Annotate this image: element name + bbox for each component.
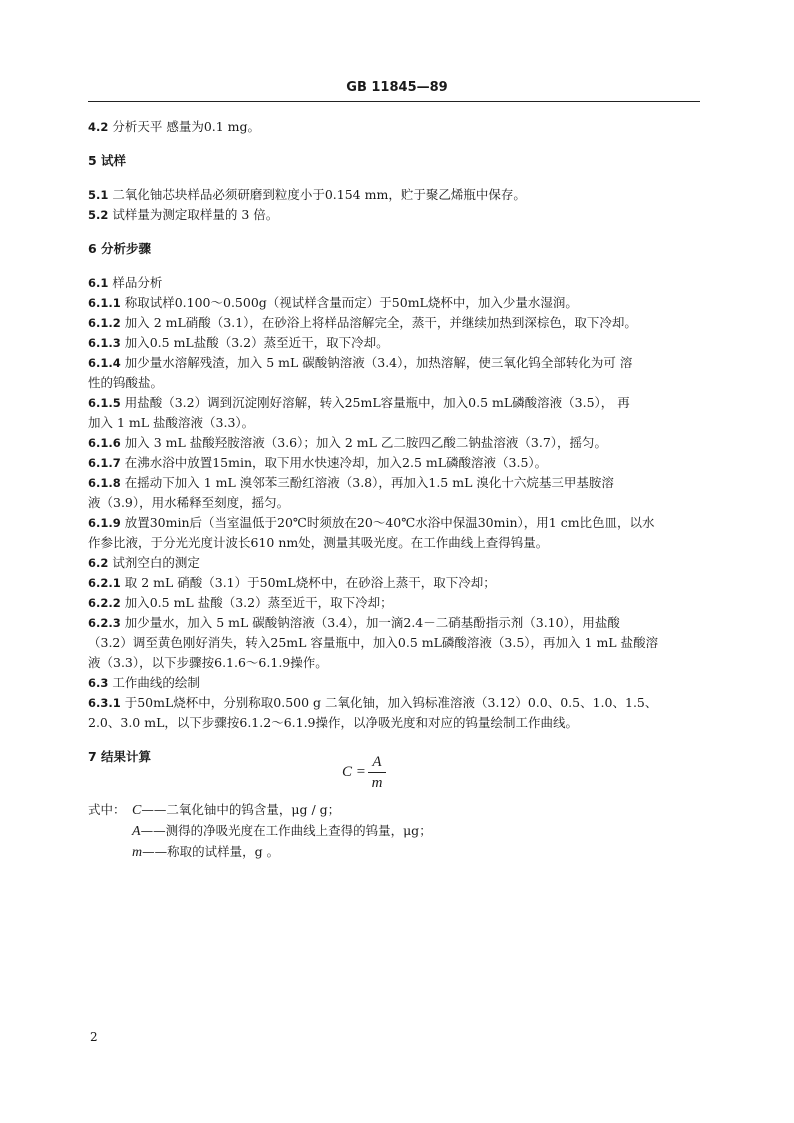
clause-line — [88, 313, 700, 333]
clause-line — [88, 205, 700, 225]
clause-number: 6.1.2 — [88, 316, 121, 330]
clause-text: （3.2）调至黄色刚好消失，转入25mL 容量瓶中，加入0.5 mL磷酸溶液（3.5），再加入 1 mL 盐酸溶 — [88, 635, 659, 650]
clause-text: 性的钨酸盐。 — [88, 375, 164, 390]
clause-text: 2.0、3.0 mL，以下步骤按6.1.2～6.1.9操作，以净吸光度和对应的钨量绘制工作曲线。 — [88, 715, 578, 730]
header-rule — [88, 101, 700, 102]
clause-line — [88, 453, 700, 473]
clause-text: 加入0.5 mL盐酸（3.2）蒸至近干，取下冷却。 — [120, 335, 389, 350]
variable-definition — [88, 800, 700, 821]
clause-continuation-line — [88, 533, 700, 553]
clause-continuation-line — [88, 713, 700, 733]
clause-line — [88, 273, 700, 293]
clause-number: 6.1.6 — [88, 436, 121, 450]
clause-text: 在沸水浴中放置15min，取下用水快速冷却，加入2.5 mL磷酸溶液（3.5）。 — [120, 455, 548, 470]
clause-text: 加少量水，加入 5 mL 碳酸钠溶液（3.4），加一滴2.4－二硝基酚指示剂（3.10），用盐酸 — [120, 615, 620, 630]
clause-number: 6.3 — [88, 676, 109, 690]
clause-continuation-line — [88, 493, 700, 513]
clause-text: 加入0.5 mL 盐酸（3.2）蒸至近干，取下冷却； — [120, 595, 393, 610]
section-heading-text: 7 结果计算 — [88, 749, 152, 764]
clause-number: 4.2 — [88, 120, 109, 134]
clause-text: 工作曲线的绘制 — [108, 675, 200, 690]
clause-text: 用盐酸（3.2）调到沉淀刚好溶解，转入25mL容量瓶中，加入0.5 mL磷酸溶液（3.5）， 再 — [120, 395, 630, 410]
paragraph-gap — [88, 733, 700, 747]
clause-line — [88, 117, 700, 137]
clause-line — [88, 333, 700, 353]
clause-text: 于50mL烧杯中，分别称取0.500 g 二氧化铀，加入钨标准溶液（3.12）0.0、0.5、1.0、1.5、 — [120, 695, 658, 710]
clause-number: 6.1.7 — [88, 456, 121, 470]
formula-denominator: m — [371, 775, 383, 791]
clause-line — [88, 353, 700, 373]
clause-text: 液（3.9），用水稀释至刻度，摇匀。 — [88, 495, 290, 510]
document-body — [88, 117, 700, 767]
section-heading — [88, 239, 700, 259]
clause-number: 6.1.4 — [88, 356, 121, 370]
clause-number: 6.1.5 — [88, 396, 121, 410]
clause-line — [88, 513, 700, 533]
clause-number: 5.2 — [88, 208, 109, 222]
clause-continuation-line — [88, 633, 700, 653]
clause-text: 加少量水溶解残渣，加入 5 mL 碳酸钠溶液（3.4），加热溶解，使三氧化钨全部转化为可 溶 — [120, 355, 633, 370]
clause-line — [88, 693, 700, 713]
clause-text: 试样量为测定取样量的 3 倍。 — [108, 207, 279, 222]
section-heading — [88, 151, 700, 171]
clause-continuation-line — [88, 373, 700, 393]
variable-prefix: 式中： — [88, 802, 126, 817]
clause-text: 取 2 mL 硝酸（3.1）于50mL烧杯中，在砂浴上蒸干，取下冷却； — [120, 575, 496, 590]
paragraph-gap — [88, 137, 700, 151]
clause-number: 6.2.2 — [88, 596, 121, 610]
variable-description: ——测得的净吸光度在工作曲线上查得的钨量，μg； — [140, 823, 432, 838]
paragraph-gap — [88, 259, 700, 273]
variable-definition — [88, 821, 700, 842]
clause-number: 6.1.1 — [88, 296, 121, 310]
clause-number: 6.1.9 — [88, 516, 121, 530]
clause-text: 加入 1 mL 盐酸溶液（3.3）。 — [88, 415, 255, 430]
clause-line — [88, 393, 700, 413]
clause-text: 分析天平 感量为0.1 mg。 — [108, 119, 261, 134]
clause-text: 作参比液，于分光光度计波长610 nm处，测量其吸光度。在工作曲线上查得钨量。 — [88, 535, 549, 550]
clause-text: 在摇动下加入 1 mL 溴邻苯三酚红溶液（3.8），再加入1.5 mL 溴化十六烷基三甲基胺溶 — [120, 475, 614, 490]
variable-description: ——称取的试样量，g 。 — [142, 844, 280, 859]
clause-line — [88, 573, 700, 593]
section-heading-text: 6 分析步骤 — [88, 241, 152, 256]
paragraph-gap — [88, 225, 700, 239]
clause-text: 加入 2 mL硝酸（3.1），在砂浴上将样品溶解完全，蒸干，并继续加热到深棕色，取下冷却。 — [120, 315, 637, 330]
clause-line — [88, 293, 700, 313]
variable-definitions — [88, 800, 700, 863]
variable-symbol: A — [132, 824, 141, 839]
clause-text: 二氧化铀芯块样品必须研磨到粒度小于0.154 mm，贮于聚乙烯瓶中保存。 — [108, 187, 526, 202]
clause-number: 6.2 — [88, 556, 109, 570]
clause-text: 试剂空白的测定 — [108, 555, 200, 570]
clause-number: 6.3.1 — [88, 696, 121, 710]
clause-text: 液（3.3），以下步骤按6.1.6～6.1.9操作。 — [88, 655, 328, 670]
variable-description: ——二氧化铀中的钨含量，μg / g； — [141, 802, 341, 817]
clause-line — [88, 673, 700, 693]
section-heading-text: 5 试样 — [88, 153, 127, 168]
formula-lhs: C = — [342, 764, 366, 780]
clause-number: 6.1.3 — [88, 336, 121, 350]
variable-symbol: m — [132, 845, 143, 860]
formula-fraction — [368, 752, 386, 793]
clause-text: 样品分析 — [108, 275, 163, 290]
clause-text: 加入 3 mL 盐酸羟胺溶液（3.6）；加入 2 mL 乙二胺四乙酸二钠盐溶液（3.7），摇匀。 — [120, 435, 608, 450]
page-number: 2 — [90, 1030, 98, 1044]
clause-number: 5.1 — [88, 188, 109, 202]
clause-number: 6.2.3 — [88, 616, 121, 630]
clause-line — [88, 473, 700, 493]
clause-number: 6.1.8 — [88, 476, 121, 490]
clause-line — [88, 185, 700, 205]
clause-line — [88, 553, 700, 573]
clause-number: 6.1 — [88, 276, 109, 290]
clause-continuation-line — [88, 413, 700, 433]
clause-text: 放置30min后（当室温低于20℃时须放在20～40℃水浴中保温30min），用1 cm比色皿，以水 — [120, 515, 655, 530]
clause-continuation-line — [88, 653, 700, 673]
clause-text: 称取试样0.100～0.500g（视试样含量而定）于50mL烧杯中，加入少量水湿润。 — [120, 295, 578, 310]
paragraph-gap — [88, 171, 700, 185]
clause-line — [88, 593, 700, 613]
result-formula — [342, 752, 422, 796]
variable-symbol: C — [132, 803, 142, 818]
formula-numerator: A — [372, 754, 382, 770]
clause-number: 6.2.1 — [88, 576, 121, 590]
clause-line — [88, 613, 700, 633]
document-code-header: GB 11845—89 — [346, 80, 448, 95]
clause-line — [88, 433, 700, 453]
variable-definition — [88, 842, 700, 863]
